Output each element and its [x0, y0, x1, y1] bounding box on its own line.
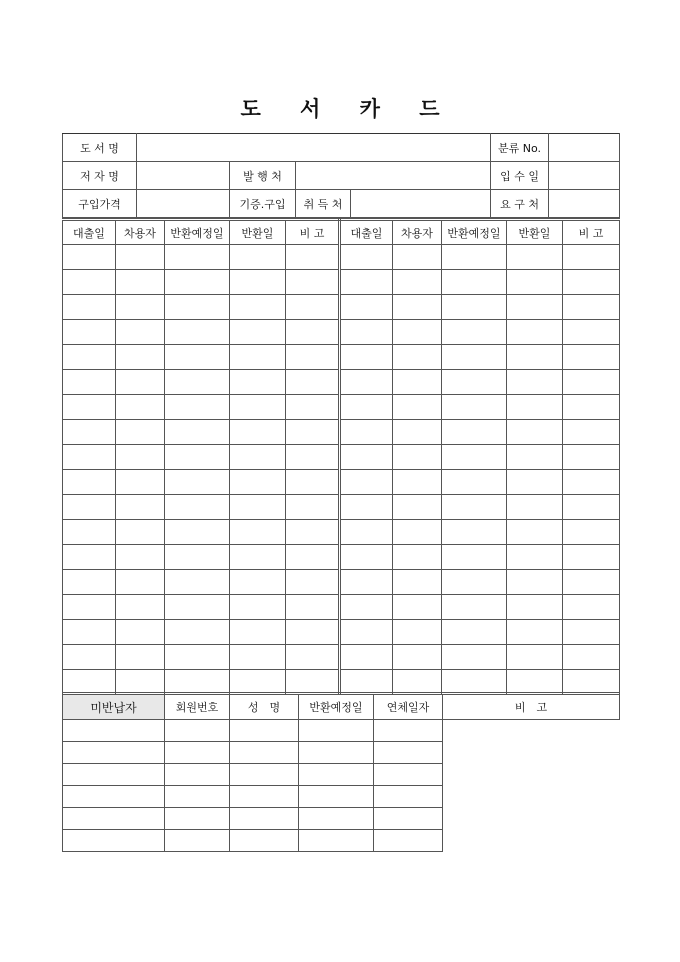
overdue-section-label: 미반납자: [63, 694, 165, 720]
class-no-field[interactable]: [549, 134, 620, 162]
overdue-cell[interactable]: [374, 742, 443, 764]
loan-log-row: [63, 420, 620, 445]
loan-log-cell[interactable]: [286, 520, 340, 545]
loan-log-cell[interactable]: [442, 570, 507, 595]
loan-log-cell[interactable]: [230, 270, 286, 295]
loan-log-cell[interactable]: [116, 570, 165, 595]
loan-log-cell[interactable]: [286, 270, 340, 295]
loan-log-cell[interactable]: [442, 595, 507, 620]
loan-log-cell[interactable]: [507, 470, 563, 495]
loan-log-cell[interactable]: [286, 620, 340, 645]
loan-log-cell[interactable]: [340, 370, 393, 395]
loan-log-cell[interactable]: [165, 670, 230, 695]
loan-log-cell[interactable]: [507, 670, 563, 695]
loan-log-cell[interactable]: [340, 520, 393, 545]
loan-log-cell[interactable]: [563, 620, 620, 645]
loan-log-cell[interactable]: [63, 645, 116, 670]
publisher-field[interactable]: [296, 162, 491, 190]
loan-log-cell[interactable]: [63, 545, 116, 570]
overdue-cell[interactable]: [63, 808, 165, 830]
loan-log-row: [63, 645, 620, 670]
loan-log-cell[interactable]: [393, 570, 442, 595]
loan-log-cell[interactable]: [286, 445, 340, 470]
loan-log-cell[interactable]: [63, 395, 116, 420]
loan-log-cell[interactable]: [230, 670, 286, 695]
loan-log-cell[interactable]: [63, 520, 116, 545]
overdue-cell[interactable]: [299, 786, 374, 808]
overdue-cell[interactable]: [299, 830, 374, 852]
loan-log-cell[interactable]: [393, 545, 442, 570]
loan-log-cell[interactable]: [286, 370, 340, 395]
loan-log-cell[interactable]: [563, 520, 620, 545]
overdue-cell[interactable]: [63, 764, 165, 786]
loan-log-cell[interactable]: [165, 245, 230, 270]
loan-log-cell[interactable]: [165, 295, 230, 320]
loan-log-cell[interactable]: [340, 545, 393, 570]
loan-log-cell[interactable]: [116, 495, 165, 520]
page-title: 도 서 카 드: [240, 97, 456, 121]
loan-log-cell[interactable]: [507, 295, 563, 320]
return-date-header: 반환일: [507, 220, 563, 245]
overdue-cell[interactable]: [63, 786, 165, 808]
overdue-row: [63, 808, 620, 830]
loan-log-row: [63, 295, 620, 320]
loan-log-cell[interactable]: [507, 595, 563, 620]
overdue-cell[interactable]: [374, 764, 443, 786]
loan-log-cell[interactable]: [63, 370, 116, 395]
loan-log-cell[interactable]: [286, 545, 340, 570]
loan-log-cell[interactable]: [116, 345, 165, 370]
loan-log-cell[interactable]: [63, 445, 116, 470]
overdue-cell[interactable]: [230, 786, 299, 808]
loan-log-cell[interactable]: [165, 345, 230, 370]
loan-log-cell[interactable]: [165, 495, 230, 520]
loan-log-cell[interactable]: [442, 545, 507, 570]
loan-log-cell[interactable]: [116, 620, 165, 645]
loan-log-cell[interactable]: [563, 545, 620, 570]
loan-log-cell[interactable]: [340, 245, 393, 270]
loan-log-cell[interactable]: [230, 470, 286, 495]
loan-log-cell[interactable]: [442, 345, 507, 370]
loan-log-cell[interactable]: [116, 445, 165, 470]
loan-log-cell[interactable]: [340, 420, 393, 445]
loan-log-cell[interactable]: [230, 420, 286, 445]
loan-log-cell[interactable]: [563, 445, 620, 470]
loan-log-cell[interactable]: [442, 445, 507, 470]
loan-log-row: [63, 370, 620, 395]
acquired-from-label: 취 득 처: [296, 190, 351, 218]
loan-log-cell[interactable]: [165, 595, 230, 620]
loan-log-cell[interactable]: [286, 570, 340, 595]
loan-log-row: [63, 595, 620, 620]
overdue-row: [63, 764, 620, 786]
loan-log-cell[interactable]: [340, 620, 393, 645]
loan-log-row: [63, 320, 620, 345]
overdue-cell[interactable]: [230, 808, 299, 830]
loan-log-cell[interactable]: [442, 420, 507, 445]
loan-log-cell[interactable]: [340, 570, 393, 595]
loan-log-cell[interactable]: [442, 620, 507, 645]
loan-log-cell[interactable]: [63, 320, 116, 345]
loan-log-cell[interactable]: [442, 520, 507, 545]
overdue-cell[interactable]: [374, 808, 443, 830]
loan-log-cell[interactable]: [165, 445, 230, 470]
loan-log-cell[interactable]: [63, 620, 116, 645]
loan-log-cell[interactable]: [563, 270, 620, 295]
loan-log-cell[interactable]: [230, 520, 286, 545]
loan-log-cell[interactable]: [165, 645, 230, 670]
loan-log-cell[interactable]: [340, 395, 393, 420]
loan-log-cell[interactable]: [230, 545, 286, 570]
overdue-cell[interactable]: [63, 720, 165, 742]
loan-log-cell[interactable]: [442, 670, 507, 695]
loan-log-cell[interactable]: [116, 545, 165, 570]
loan-log-row: [63, 395, 620, 420]
loan-log-cell[interactable]: [116, 595, 165, 620]
overdue-date-header: 연체일자: [374, 694, 443, 720]
loan-log-cell[interactable]: [507, 520, 563, 545]
borrower-header: 차용자: [116, 220, 165, 245]
loan-log-cell[interactable]: [116, 245, 165, 270]
loan-log-cell[interactable]: [286, 245, 340, 270]
overdue-cell[interactable]: [63, 830, 165, 852]
loan-log-cell[interactable]: [230, 295, 286, 320]
loan-log-row: [63, 270, 620, 295]
loan-log-cell[interactable]: [507, 445, 563, 470]
loan-log-cell[interactable]: [340, 295, 393, 320]
loan-log-cell[interactable]: [442, 295, 507, 320]
loan-log-cell[interactable]: [563, 345, 620, 370]
due-date-header: 반환예정일: [299, 694, 374, 720]
loan-log-cell[interactable]: [63, 420, 116, 445]
loan-log-cell[interactable]: [165, 395, 230, 420]
loan-log-cell[interactable]: [442, 395, 507, 420]
info-row-author: [63, 162, 620, 190]
loan-log-cell[interactable]: [393, 670, 442, 695]
loan-log-cell[interactable]: [116, 420, 165, 445]
loan-log-cell[interactable]: [230, 395, 286, 420]
overdue-cell[interactable]: [230, 720, 299, 742]
loan-log-cell[interactable]: [507, 495, 563, 520]
loan-log-cell[interactable]: [393, 495, 442, 520]
overdue-row: [63, 830, 620, 852]
loan-log-cell[interactable]: [63, 495, 116, 520]
overdue-cell[interactable]: [299, 720, 374, 742]
loan-log-cell[interactable]: [230, 345, 286, 370]
overdue-header: [63, 694, 620, 720]
price-field[interactable]: [137, 190, 230, 218]
price-label: 구입가격: [63, 190, 137, 218]
loan-log-cell[interactable]: [563, 495, 620, 520]
overdue-cell[interactable]: [299, 764, 374, 786]
loan-log-cell[interactable]: [563, 295, 620, 320]
loan-log-cell[interactable]: [563, 395, 620, 420]
loan-log-cell[interactable]: [563, 595, 620, 620]
acquisition-date-label: 입 수 일: [491, 162, 549, 190]
loan-log-cell[interactable]: [563, 670, 620, 695]
loan-log-cell[interactable]: [116, 295, 165, 320]
book-name-label: 도 서 명: [63, 134, 137, 162]
loan-log-cell[interactable]: [165, 320, 230, 345]
overdue-cell[interactable]: [230, 742, 299, 764]
author-label: 저 자 명: [63, 162, 137, 190]
loan-log-cell[interactable]: [507, 345, 563, 370]
overdue-cell[interactable]: [299, 742, 374, 764]
loan-log-cell[interactable]: [63, 670, 116, 695]
loan-log-cell[interactable]: [563, 470, 620, 495]
loan-log-cell[interactable]: [286, 420, 340, 445]
loan-log-cell[interactable]: [230, 445, 286, 470]
loan-log-cell[interactable]: [563, 645, 620, 670]
loan-log-cell[interactable]: [63, 470, 116, 495]
loan-log-cell[interactable]: [340, 645, 393, 670]
donation-label: 기증.구입: [230, 190, 296, 218]
request-field[interactable]: [549, 190, 620, 218]
loan-log-cell[interactable]: [286, 670, 340, 695]
loan-log-cell[interactable]: [116, 520, 165, 545]
loan-log-cell[interactable]: [63, 245, 116, 270]
loan-log-cell[interactable]: [116, 645, 165, 670]
loan-log-cell[interactable]: [393, 270, 442, 295]
loan-log-cell[interactable]: [442, 470, 507, 495]
loan-date-header: 대출일: [340, 220, 393, 245]
loan-log-cell[interactable]: [507, 570, 563, 595]
publisher-label: 발 행 처: [230, 162, 296, 190]
overdue-cell[interactable]: [165, 830, 230, 852]
loan-log-cell[interactable]: [340, 470, 393, 495]
loan-log-cell[interactable]: [286, 345, 340, 370]
loan-log-cell[interactable]: [507, 545, 563, 570]
loan-log-cell[interactable]: [507, 395, 563, 420]
loan-log-cell[interactable]: [116, 670, 165, 695]
overdue-cell[interactable]: [374, 830, 443, 852]
book-name-field[interactable]: [137, 134, 491, 162]
loan-log-row: [63, 470, 620, 495]
loan-log-row: [63, 545, 620, 570]
author-field[interactable]: [137, 162, 230, 190]
loan-log-row: [63, 520, 620, 545]
overdue-cell[interactable]: [374, 786, 443, 808]
loan-log-cell[interactable]: [393, 445, 442, 470]
loan-log-cell[interactable]: [116, 370, 165, 395]
loan-log-cell[interactable]: [230, 245, 286, 270]
overdue-cell[interactable]: [165, 764, 230, 786]
overdue-cell[interactable]: [63, 742, 165, 764]
loan-log-cell[interactable]: [165, 370, 230, 395]
acquisition-date-field[interactable]: [549, 162, 620, 190]
loan-log-cell[interactable]: [393, 395, 442, 420]
loan-log-header: [63, 220, 620, 245]
loan-log-cell[interactable]: [442, 645, 507, 670]
overdue-row: [63, 786, 620, 808]
loan-log-cell[interactable]: [393, 520, 442, 545]
remarks-header: 비 고: [286, 220, 340, 245]
loan-log-cell[interactable]: [442, 495, 507, 520]
loan-log-cell[interactable]: [507, 270, 563, 295]
overdue-cell[interactable]: [374, 720, 443, 742]
loan-log-cell[interactable]: [507, 420, 563, 445]
loan-log-cell[interactable]: [393, 620, 442, 645]
request-label: 요 구 처: [491, 190, 549, 218]
loan-date-header: 대출일: [63, 220, 116, 245]
loan-log-cell[interactable]: [507, 645, 563, 670]
loan-log-cell[interactable]: [393, 370, 442, 395]
loan-log-cell[interactable]: [393, 470, 442, 495]
return-date-header: 반환일: [230, 220, 286, 245]
loan-log-cell[interactable]: [165, 620, 230, 645]
info-row-price: [63, 190, 620, 218]
member-no-header: 회원번호: [165, 694, 230, 720]
loan-log-cell[interactable]: [563, 570, 620, 595]
loan-log-cell[interactable]: [393, 645, 442, 670]
info-row-title: [63, 134, 620, 162]
due-date-header: 반환예정일: [165, 220, 230, 245]
overdue-cell[interactable]: [165, 742, 230, 764]
loan-log-cell[interactable]: [393, 345, 442, 370]
loan-log-cell[interactable]: [63, 295, 116, 320]
loan-log-cell[interactable]: [393, 420, 442, 445]
loan-log-cell[interactable]: [165, 570, 230, 595]
loan-log-row: [63, 245, 620, 270]
loan-log-row: [63, 345, 620, 370]
loan-log-cell[interactable]: [230, 320, 286, 345]
loan-log-cell[interactable]: [230, 645, 286, 670]
loan-log-cell[interactable]: [286, 295, 340, 320]
loan-log-cell[interactable]: [286, 495, 340, 520]
loan-log-cell[interactable]: [340, 320, 393, 345]
loan-log-cell[interactable]: [230, 620, 286, 645]
loan-log-cell[interactable]: [507, 320, 563, 345]
loan-log-table: [62, 218, 620, 695]
loan-log-cell[interactable]: [165, 270, 230, 295]
loan-log-cell[interactable]: [507, 245, 563, 270]
loan-log-cell[interactable]: [286, 470, 340, 495]
loan-log-row: [63, 670, 620, 695]
remarks-header: 비 고: [443, 694, 620, 720]
loan-log-cell[interactable]: [286, 645, 340, 670]
loan-log-cell[interactable]: [165, 420, 230, 445]
acquired-from-field[interactable]: [351, 190, 491, 218]
borrower-header: 차용자: [393, 220, 442, 245]
loan-log-cell[interactable]: [507, 620, 563, 645]
loan-log-cell[interactable]: [286, 595, 340, 620]
loan-log-cell[interactable]: [563, 245, 620, 270]
overdue-cell[interactable]: [165, 786, 230, 808]
loan-log-cell[interactable]: [116, 395, 165, 420]
loan-log-cell[interactable]: [442, 270, 507, 295]
loan-log-cell[interactable]: [286, 320, 340, 345]
loan-log-cell[interactable]: [393, 295, 442, 320]
due-date-header: 반환예정일: [442, 220, 507, 245]
loan-log-cell[interactable]: [442, 370, 507, 395]
loan-log-cell[interactable]: [340, 445, 393, 470]
overdue-row: [63, 720, 620, 742]
overdue-cell[interactable]: [230, 764, 299, 786]
loan-log-row: [63, 445, 620, 470]
loan-log-cell[interactable]: [63, 570, 116, 595]
loan-log-cell[interactable]: [563, 370, 620, 395]
loan-log-cell[interactable]: [63, 345, 116, 370]
loan-log-cell[interactable]: [165, 470, 230, 495]
loan-log-cell[interactable]: [442, 245, 507, 270]
name-header: 성 명: [230, 694, 299, 720]
loan-log-cell[interactable]: [340, 495, 393, 520]
loan-log-cell[interactable]: [340, 670, 393, 695]
loan-log-cell[interactable]: [116, 470, 165, 495]
loan-log-cell[interactable]: [165, 545, 230, 570]
remarks-header: 비 고: [563, 220, 620, 245]
loan-log-cell[interactable]: [563, 420, 620, 445]
loan-log-cell[interactable]: [230, 495, 286, 520]
loan-log-cell[interactable]: [340, 345, 393, 370]
loan-log-cell[interactable]: [393, 320, 442, 345]
class-no-label: 분류 No.: [491, 134, 549, 162]
loan-log-cell[interactable]: [116, 270, 165, 295]
loan-log-cell[interactable]: [563, 320, 620, 345]
loan-log-cell[interactable]: [340, 595, 393, 620]
loan-log-cell[interactable]: [286, 395, 340, 420]
loan-log-cell[interactable]: [393, 245, 442, 270]
loan-log-cell[interactable]: [230, 595, 286, 620]
overdue-row: [63, 742, 620, 764]
loan-log-cell[interactable]: [340, 270, 393, 295]
overdue-table: [62, 692, 620, 852]
loan-log-cell[interactable]: [63, 270, 116, 295]
loan-log-cell[interactable]: [507, 370, 563, 395]
loan-log-cell[interactable]: [230, 570, 286, 595]
loan-log-row: [63, 570, 620, 595]
overdue-cell[interactable]: [165, 720, 230, 742]
loan-log-row: [63, 620, 620, 645]
overdue-cell[interactable]: [165, 808, 230, 830]
book-info-table: [62, 133, 620, 218]
loan-log-cell[interactable]: [442, 320, 507, 345]
loan-log-row: [63, 495, 620, 520]
loan-log-cell[interactable]: [63, 595, 116, 620]
loan-log-cell[interactable]: [230, 370, 286, 395]
loan-log-cell[interactable]: [116, 320, 165, 345]
loan-log-cell[interactable]: [393, 595, 442, 620]
overdue-cell[interactable]: [230, 830, 299, 852]
overdue-cell[interactable]: [299, 808, 374, 830]
loan-log-cell[interactable]: [165, 520, 230, 545]
